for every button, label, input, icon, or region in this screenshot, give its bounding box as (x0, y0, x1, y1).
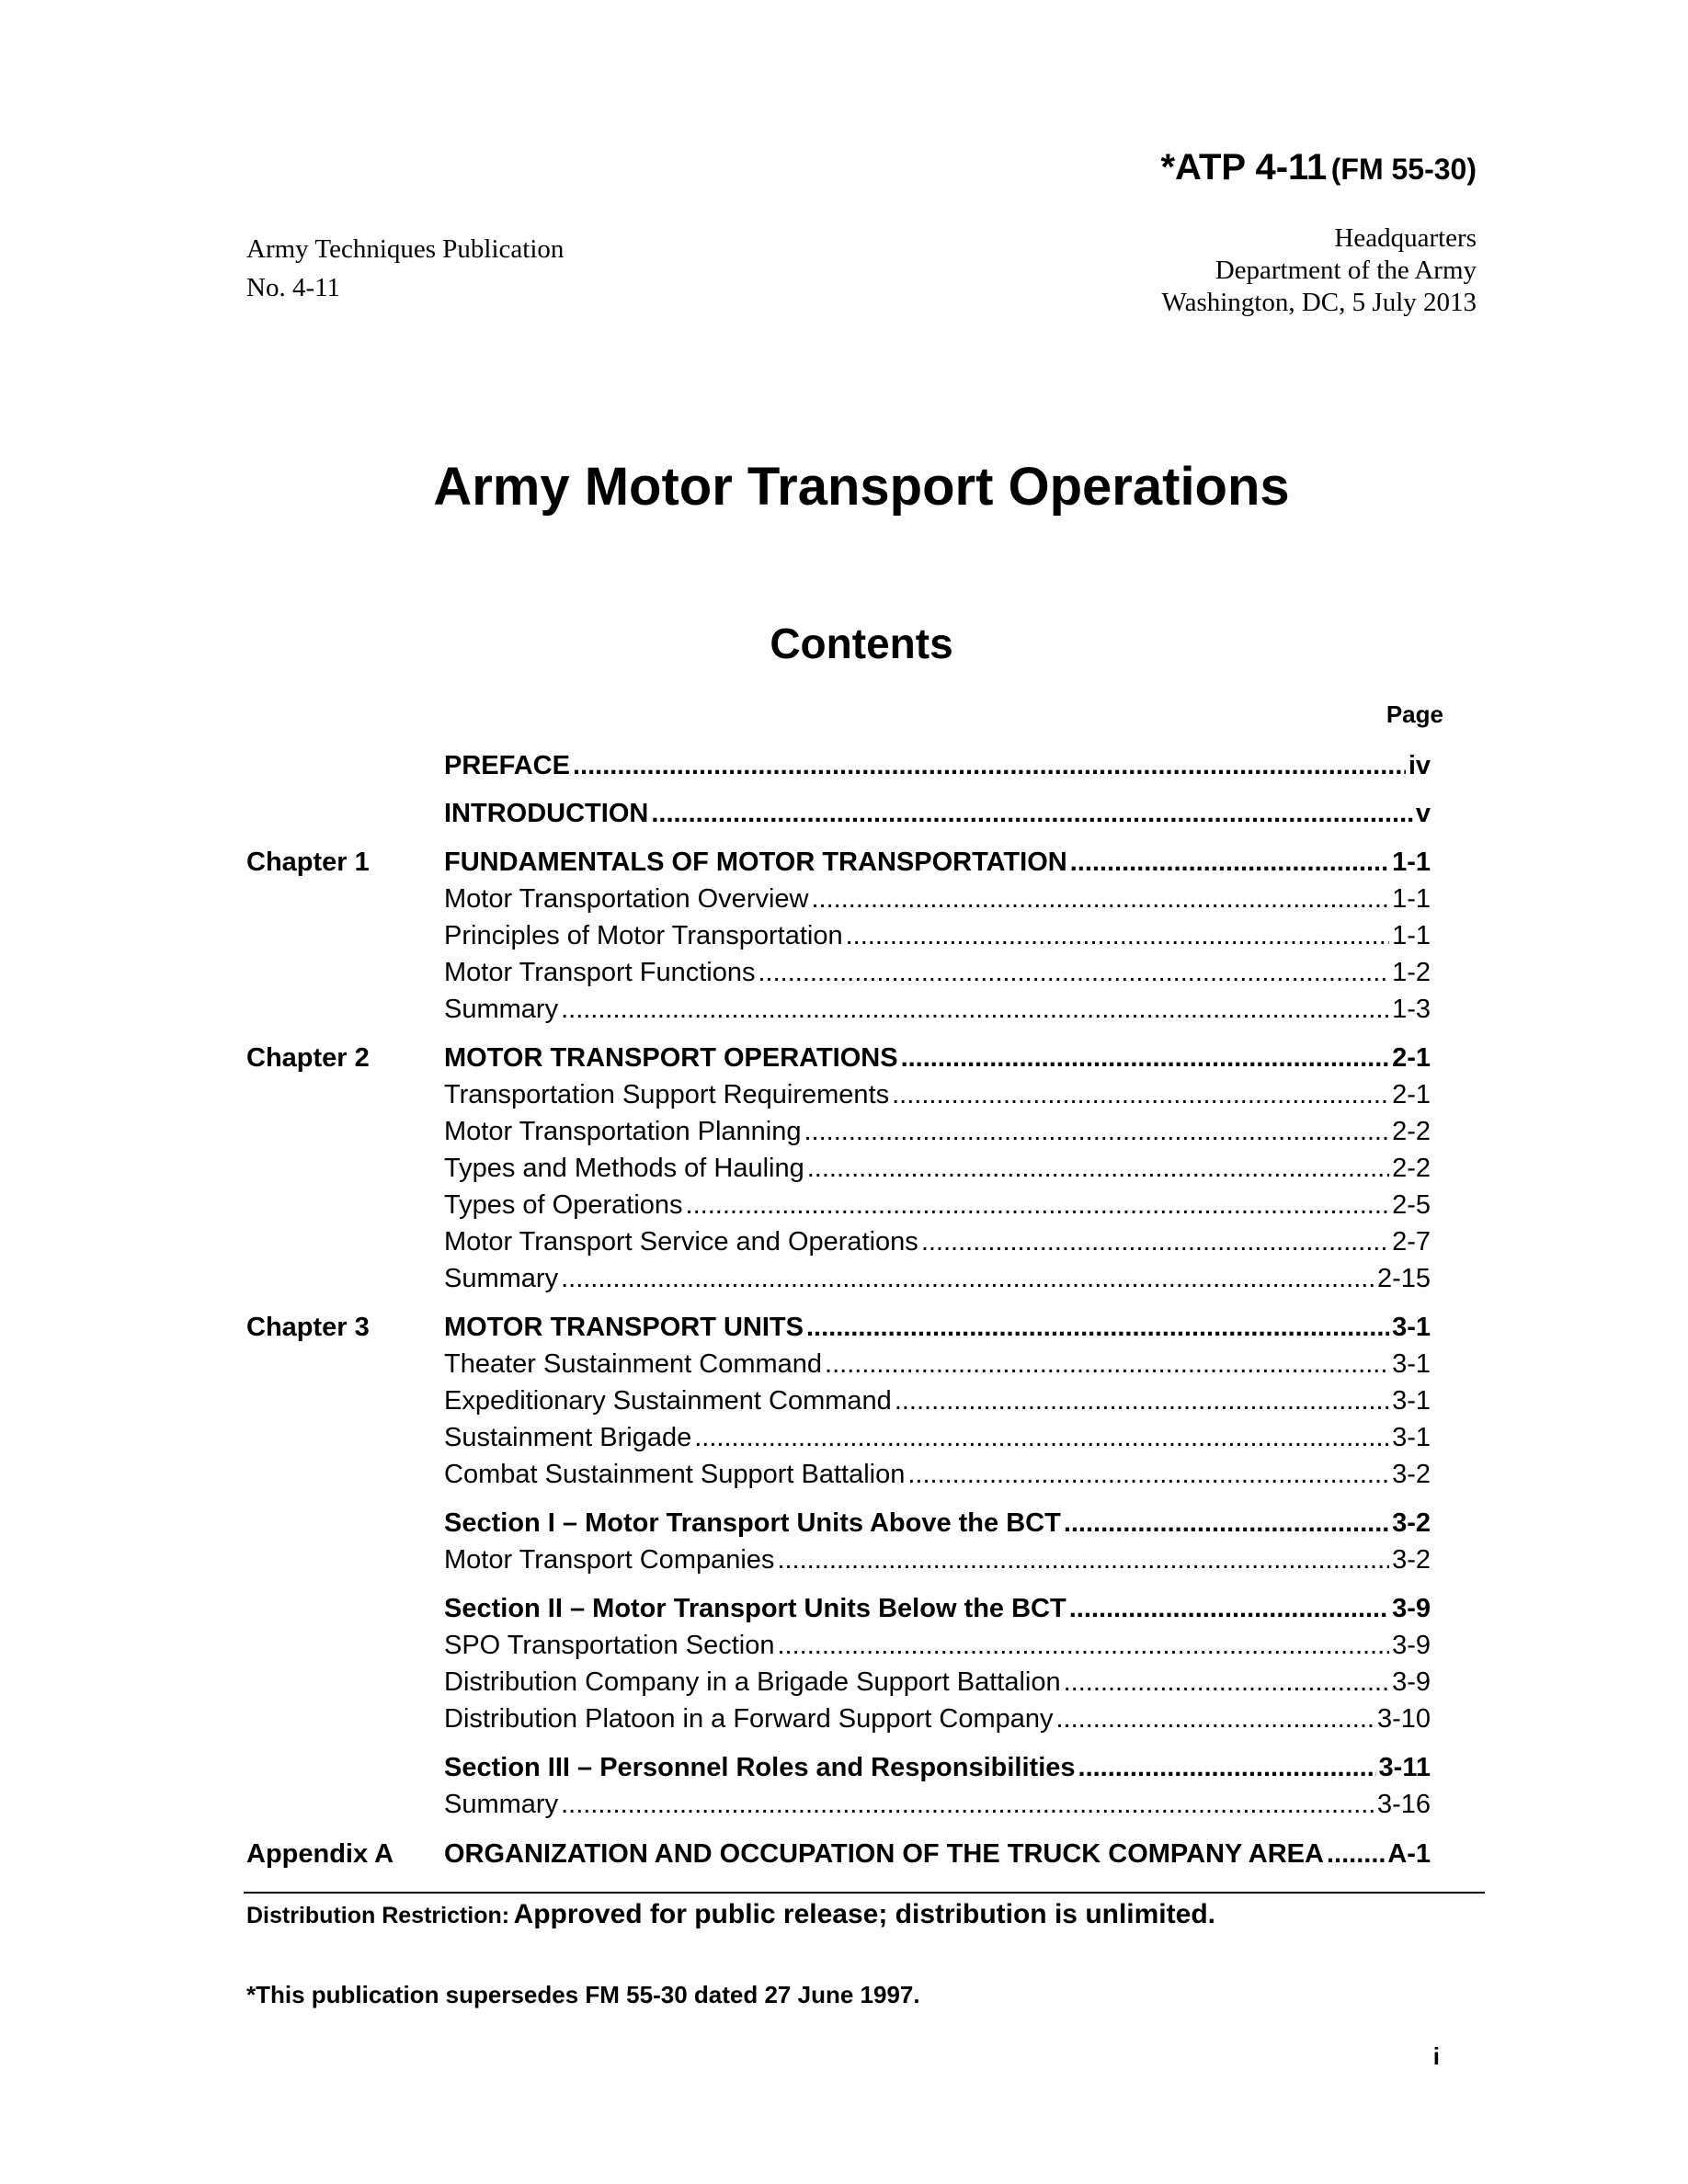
toc-entry-title: Motor Transport Service and Operations (444, 1227, 918, 1257)
toc-page-number: 3-9 (1392, 1667, 1431, 1697)
toc-entry-line (444, 1223, 1431, 1260)
toc-page-number: 2-2 (1392, 1154, 1431, 1183)
toc-page-number: 2-1 (1392, 1043, 1431, 1073)
toc-leader-dots (807, 1150, 1389, 1187)
toc-entry[interactable] (0, 844, 1688, 881)
toc-leader-dots (777, 1541, 1389, 1578)
toc-page-number: 1-3 (1392, 995, 1431, 1024)
toc-page-number: 3-1 (1392, 1349, 1431, 1379)
toc-entry-title: Summary (444, 1264, 559, 1293)
headquarters-line: Headquarters (1334, 223, 1477, 253)
toc-entry-line (444, 917, 1431, 954)
toc-entry[interactable] (0, 881, 1688, 917)
toc-leader-dots (777, 1627, 1389, 1664)
toc-entry-title: Principles of Motor Transportation (444, 921, 843, 950)
toc-leader-dots (804, 1113, 1390, 1150)
toc-entry-line (444, 1664, 1431, 1701)
toc-leader-dots (573, 747, 1406, 784)
publication-type: Army Techniques Publication (246, 234, 565, 264)
toc-entry-title: SPO Transportation Section (444, 1631, 775, 1660)
toc-entry[interactable] (0, 991, 1688, 1028)
distribution-text: Approved for public release; distribution is unlimited. (513, 1899, 1215, 1929)
toc-entry-line (444, 881, 1431, 917)
toc-page-number: 2-5 (1392, 1190, 1431, 1220)
toc-entry-line (444, 1541, 1431, 1578)
toc-entry-title: MOTOR TRANSPORT UNITS (444, 1313, 804, 1342)
toc-entry-title: Theater Sustainment Command (444, 1349, 823, 1379)
toc-entry-line (444, 954, 1431, 991)
toc-leader-dots (892, 1076, 1389, 1113)
toc-entry-line (444, 1836, 1431, 1872)
document-title: Army Motor Transport Operations (433, 457, 1290, 517)
toc-chapter-label: Appendix A (246, 1839, 394, 1869)
toc-entry[interactable] (0, 1786, 1688, 1823)
toc-entry-line (444, 1187, 1431, 1223)
toc-entry[interactable] (0, 1749, 1688, 1786)
toc-entry-line (444, 1701, 1431, 1737)
toc-entry-line (444, 1150, 1431, 1187)
toc-entry[interactable] (0, 1223, 1688, 1260)
toc-entry-title: Motor Transport Functions (444, 958, 756, 987)
toc-entry-title: Section III – Personnel Roles and Responsibilities (444, 1753, 1076, 1782)
toc-page-number: 3-10 (1376, 1704, 1431, 1734)
contents-heading: Contents (770, 620, 953, 667)
publication-number: No. 4-11 (246, 273, 341, 302)
page-number: i (1432, 2042, 1440, 2070)
toc-entry-line (444, 1309, 1431, 1346)
toc-page-number: 3-2 (1392, 1545, 1431, 1575)
toc-leader-dots (561, 1786, 1374, 1823)
toc-entry[interactable] (0, 1076, 1688, 1113)
toc-entry-title: Sustainment Brigade (444, 1423, 692, 1452)
toc-entry[interactable] (0, 1113, 1688, 1150)
toc-page-number: 2-7 (1392, 1227, 1431, 1257)
toc-leader-dots (1078, 1749, 1376, 1786)
toc-leader-dots (694, 1419, 1389, 1456)
toc-entry-line (444, 1382, 1431, 1419)
toc-page-number: 3-2 (1392, 1508, 1431, 1538)
toc-entry-title: Motor Transportation Planning (444, 1117, 802, 1146)
toc-entry-line (444, 1627, 1431, 1664)
department-line: Department of the Army (1215, 256, 1477, 285)
distribution-label: Distribution Restriction: (246, 1903, 510, 1928)
toc-entry[interactable] (0, 917, 1688, 954)
toc-page-number: 3-1 (1392, 1313, 1431, 1342)
toc-entry-title: FUNDAMENTALS OF MOTOR TRANSPORTATION (444, 847, 1067, 877)
toc-leader-dots (561, 991, 1389, 1028)
toc-entry-title: Types of Operations (444, 1190, 683, 1220)
toc-entry[interactable] (0, 1627, 1688, 1664)
toc-entry-line (444, 747, 1431, 784)
toc-leader-dots (686, 1187, 1390, 1223)
toc-entry-title: Motor Transport Companies (444, 1545, 775, 1575)
toc-entry-title: Motor Transportation Overview (444, 884, 809, 914)
toc-entry-line (444, 1076, 1431, 1113)
toc-entry-title: Transportation Support Requirements (444, 1080, 890, 1109)
toc-entry-line (444, 1749, 1431, 1786)
toc-leader-dots (806, 1309, 1389, 1346)
toc-leader-dots (1064, 1505, 1389, 1541)
toc-entry-title: Distribution Platoon in a Forward Support Company (444, 1704, 1054, 1734)
toc-chapter-label: Chapter 2 (246, 1043, 370, 1073)
toc-leader-dots (1064, 1664, 1389, 1701)
toc-page-number: 2-1 (1392, 1080, 1431, 1109)
toc-entry[interactable] (0, 954, 1688, 991)
toc-entry-line (444, 991, 1431, 1028)
toc-entry[interactable] (0, 1382, 1688, 1419)
toc-entry[interactable] (0, 1701, 1688, 1737)
toc-leader-dots (825, 1346, 1389, 1382)
toc-entry-title: PREFACE (444, 751, 570, 780)
toc-entry-title: Types and Methods of Hauling (444, 1154, 804, 1183)
toc-entry-title: Summary (444, 1790, 559, 1819)
toc-page-number: 3-1 (1392, 1386, 1431, 1416)
toc-leader-dots (561, 1260, 1374, 1297)
toc-entry-line (444, 795, 1431, 832)
toc-entry[interactable] (0, 1456, 1688, 1493)
toc-entry[interactable] (0, 795, 1688, 832)
toc-entry-line (444, 1590, 1431, 1627)
toc-page-number: 3-1 (1392, 1423, 1431, 1452)
toc-entry[interactable] (0, 1260, 1688, 1297)
toc-entry-title: Section II – Motor Transport Units Below the BCT (444, 1594, 1066, 1623)
toc-entry[interactable] (0, 1150, 1688, 1187)
toc-page-number: 3-9 (1392, 1594, 1431, 1623)
toc-leader-dots (1069, 1590, 1389, 1627)
toc-chapter-label: Chapter 3 (246, 1313, 370, 1342)
toc-page-number: 3-2 (1392, 1460, 1431, 1489)
toc-entry[interactable] (0, 1187, 1688, 1223)
toc-leader-dots (907, 1456, 1389, 1493)
toc-entry[interactable] (0, 1309, 1688, 1346)
toc-leader-dots (895, 1382, 1389, 1419)
toc-page-number: 3-9 (1392, 1631, 1431, 1660)
toc-entry-title: INTRODUCTION (444, 799, 649, 828)
page-column-label: Page (1386, 700, 1443, 728)
toc-entry-line (444, 1346, 1431, 1382)
toc-entry[interactable] (0, 1590, 1688, 1627)
toc-entry[interactable] (0, 1836, 1688, 1872)
location-date-line: Washington, DC, 5 July 2013 (1161, 288, 1477, 317)
toc-entry-line (444, 1786, 1431, 1823)
toc-leader-dots (1327, 1836, 1385, 1872)
toc-entry[interactable] (0, 1505, 1688, 1541)
toc-entry-line (444, 844, 1431, 881)
toc-entry[interactable] (0, 1040, 1688, 1076)
doc-id-main: *ATP 4-11 (1160, 147, 1328, 188)
toc-leader-dots (651, 795, 1413, 832)
toc-page-number: 1-2 (1392, 958, 1431, 987)
toc-page-number: 2-2 (1392, 1117, 1431, 1146)
toc-page-number: 3-11 (1378, 1753, 1431, 1782)
toc-leader-dots (846, 917, 1389, 954)
toc-entry-line (444, 1505, 1431, 1541)
toc-entry-line (444, 1419, 1431, 1456)
toc-page-number: A-1 (1387, 1839, 1431, 1869)
toc-entry-line (444, 1260, 1431, 1297)
toc-entry-line (444, 1040, 1431, 1076)
toc-entry[interactable] (0, 1664, 1688, 1701)
toc-page-number: 1-1 (1392, 884, 1431, 914)
toc-page-number: v (1415, 799, 1431, 828)
toc-entry-title: Distribution Company in a Brigade Support Battalion (444, 1667, 1061, 1697)
toc-page-number: 3-16 (1376, 1790, 1431, 1819)
toc-entry[interactable] (0, 1419, 1688, 1456)
toc-entry-title: MOTOR TRANSPORT OPERATIONS (444, 1043, 898, 1073)
divider (244, 1892, 1485, 1894)
toc-entry-title: Combat Sustainment Support Battalion (444, 1460, 906, 1489)
toc-leader-dots (811, 881, 1389, 917)
toc-entry[interactable] (0, 747, 1688, 784)
toc-entry-line (444, 1456, 1431, 1493)
toc-page-number: 1-1 (1392, 921, 1431, 950)
toc-leader-dots (1070, 844, 1389, 881)
toc-entry[interactable] (0, 1541, 1688, 1578)
supersedes-note: *This publication supersedes FM 55-30 dated 27 June 1997. (246, 1981, 920, 2008)
distribution-restriction (246, 1899, 1215, 1930)
toc-entry-title: Summary (444, 995, 559, 1024)
toc-page-number: 2-15 (1376, 1264, 1431, 1293)
toc-page-number: 1-1 (1392, 847, 1431, 877)
toc-entry-line (444, 1113, 1431, 1150)
toc-leader-dots (758, 954, 1389, 991)
toc-entry-title: ORGANIZATION AND OCCUPATION OF THE TRUCK COMPANY AREA (444, 1839, 1324, 1869)
toc-entry-title: Expeditionary Sustainment Command (444, 1386, 892, 1416)
toc-leader-dots (921, 1223, 1389, 1260)
toc-leader-dots (1056, 1701, 1374, 1737)
toc-chapter-label: Chapter 1 (246, 847, 370, 877)
toc-entry-title: Section I – Motor Transport Units Above the BCT (444, 1508, 1061, 1538)
toc-entry[interactable] (0, 1346, 1688, 1382)
doc-id-superseded: (FM 55-30) (1330, 153, 1477, 186)
toc-leader-dots (901, 1040, 1390, 1076)
toc-page-number: iv (1408, 751, 1431, 780)
